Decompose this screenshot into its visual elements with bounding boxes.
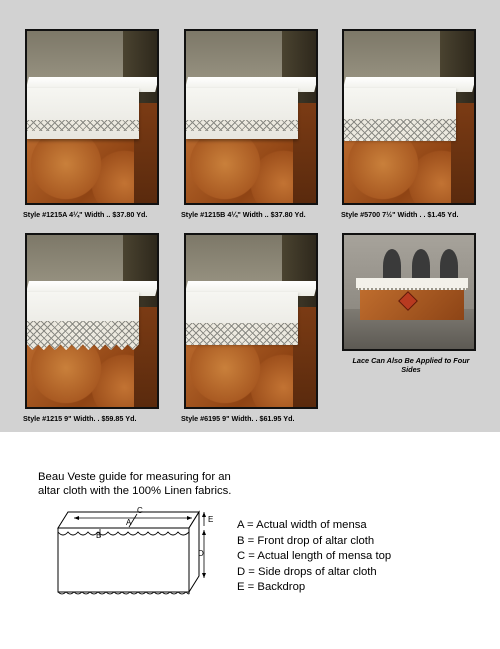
diagram-label-c: C xyxy=(137,506,143,515)
product-photo-1215a[interactable] xyxy=(25,29,159,205)
legend-item-e: E = Backdrop xyxy=(237,581,306,593)
measurement-legend xyxy=(237,518,391,596)
product-caption: Style #5700 7½" Width . . $1.45 Yd. xyxy=(341,210,459,219)
diagram-label-a: A xyxy=(126,518,132,527)
diagram-label-b: B xyxy=(96,531,102,540)
room-photo-note: Lace Can Also Be Applied to Four Sides xyxy=(352,356,470,375)
diagram-label-e: E xyxy=(208,515,214,524)
product-caption: Style #1215A 4¼" Width .. $37.80 Yd. xyxy=(23,210,148,219)
legend-item-a: A = Actual width of mensa xyxy=(237,519,367,531)
product-photo-1215b[interactable] xyxy=(184,29,318,205)
product-caption: Style #1215 9" Width. . $59.85 Yd. xyxy=(23,414,137,423)
guide-title: Beau Veste guide for measuring for an altar cloth with the 100% Linen fabrics. xyxy=(38,471,232,498)
legend-item-c: C = Actual length of mensa top xyxy=(237,550,392,562)
diagram-label-d: D xyxy=(198,549,204,558)
legend-item-b: B = Front drop of altar cloth xyxy=(237,534,375,547)
altar-measurement-diagram xyxy=(34,498,219,608)
product-caption: Style #1215B 4¼" Width .. $37.80 Yd. xyxy=(181,210,306,219)
product-caption: Style #6195 9" Width. . $61.95 Yd. xyxy=(181,414,295,423)
product-photo-5700[interactable] xyxy=(342,29,476,205)
room-photo-four-sides[interactable] xyxy=(342,233,476,351)
product-photo-6195[interactable] xyxy=(184,233,318,409)
legend-item-d: D = Side drops of altar cloth xyxy=(237,565,377,578)
product-photo-1215[interactable] xyxy=(25,233,159,409)
